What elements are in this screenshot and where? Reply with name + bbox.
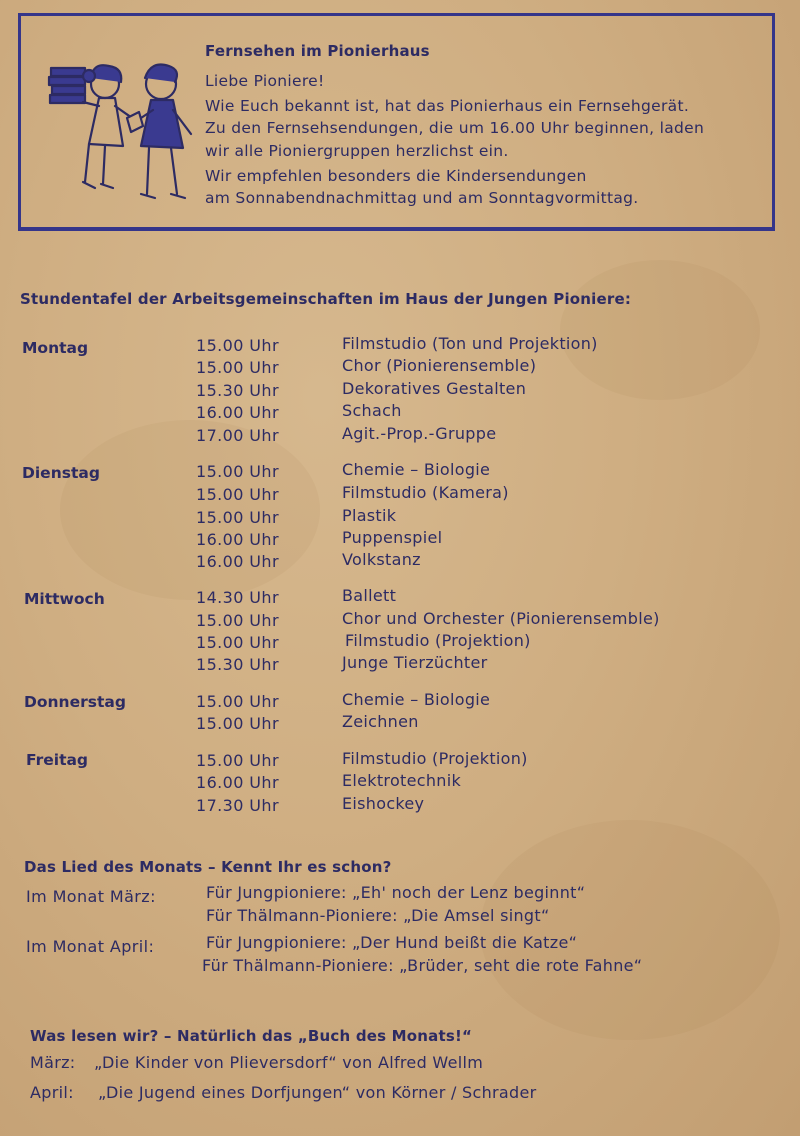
schedule-activity: Chemie – Biologie — [342, 690, 491, 709]
schedule-activity: Chor (Pionierensemble) — [342, 356, 537, 375]
tv-notice-box — [18, 13, 775, 231]
schedule-time: 17.00 Uhr — [196, 426, 279, 445]
notice-line: Liebe Pioniere! — [205, 72, 325, 90]
schedule-time: 15.00 Uhr — [196, 714, 279, 733]
schedule-time: 15.30 Uhr — [196, 381, 279, 400]
notice-title: Fernsehen im Pionierhaus — [205, 42, 430, 60]
schedule-activity: Puppenspiel — [342, 528, 443, 547]
song-line: Für Jungpioniere: „Eh' noch der Lenz beginnt“ — [206, 883, 586, 902]
schedule-time: 15.00 Uhr — [196, 633, 279, 652]
schedule-time: 15.00 Uhr — [196, 485, 279, 504]
notice-line: Zu den Fernsehsendungen, die um 16.00 Uhr beginnen, laden — [205, 119, 705, 137]
day-label: Dienstag — [22, 464, 100, 482]
schedule-activity: Filmstudio (Ton und Projektion) — [342, 334, 598, 353]
books-heading: Was lesen wir? – Natürlich das „Buch des Monats!“ — [30, 1027, 473, 1045]
children-reading-illustration — [43, 54, 213, 214]
schedule-activity: Filmstudio (Projektion) — [342, 749, 528, 768]
book-text: „Die Kinder von Plieversdorf“ von Alfred Wellm — [94, 1053, 484, 1072]
schedule-heading: Stundentafel der Arbeitsgemeinschaften im Haus der Jungen Pioniere: — [20, 290, 632, 308]
schedule-time: 15.00 Uhr — [196, 692, 279, 711]
day-label: Mittwoch — [24, 590, 105, 608]
paper-stain — [480, 820, 780, 1040]
book-label: April: — [30, 1083, 74, 1102]
schedule-activity: Volkstanz — [342, 550, 421, 569]
schedule-time: 16.00 Uhr — [196, 530, 279, 549]
book-text: „Die Jugend eines Dorfjungen“ von Körner / Schrader — [98, 1083, 537, 1102]
day-label: Freitag — [26, 751, 89, 769]
day-label: Montag — [22, 339, 89, 357]
schedule-time: 15.00 Uhr — [196, 358, 279, 377]
notice-line: Wir empfehlen besonders die Kindersendungen — [205, 167, 587, 185]
schedule-activity: Ballett — [342, 586, 397, 605]
schedule-activity: Agit.-Prop.-Gruppe — [342, 424, 497, 443]
song-line: Für Thälmann-Pioniere: „Brüder, seht die rote Fahne“ — [202, 956, 643, 975]
schedule-time: 15.00 Uhr — [196, 611, 279, 630]
schedule-activity: Filmstudio (Projektion) — [345, 631, 531, 650]
schedule-time: 16.00 Uhr — [196, 773, 279, 792]
schedule-time: 17.30 Uhr — [196, 796, 279, 815]
schedule-time: 16.00 Uhr — [196, 552, 279, 571]
schedule-activity: Filmstudio (Kamera) — [342, 483, 509, 502]
schedule-time: 15.00 Uhr — [196, 751, 279, 770]
songs-heading: Das Lied des Monats – Kennt Ihr es schon? — [24, 858, 392, 876]
notice-line: Wie Euch bekannt ist, hat das Pionierhaus ein Fernsehgerät. — [205, 97, 690, 115]
schedule-activity: Chor und Orchester (Pionierensemble) — [342, 609, 660, 628]
paper-stain — [60, 420, 320, 600]
schedule-activity: Chemie – Biologie — [342, 460, 491, 479]
schedule-time: 15.00 Uhr — [196, 462, 279, 481]
schedule-time: 15.30 Uhr — [196, 655, 279, 674]
schedule-time: 15.00 Uhr — [196, 508, 279, 527]
schedule-activity: Dekoratives Gestalten — [342, 379, 527, 398]
song-line: Für Thälmann-Pioniere: „Die Amsel singt“ — [206, 906, 550, 925]
schedule-time: 14.30 Uhr — [196, 588, 279, 607]
song-month-label: Im Monat April: — [26, 937, 155, 956]
schedule-activity: Junge Tierzüchter — [342, 653, 488, 672]
schedule-activity: Eishockey — [342, 794, 425, 813]
song-month-label: Im Monat März: — [26, 887, 156, 906]
day-label: Donnerstag — [24, 693, 126, 711]
schedule-activity: Schach — [342, 401, 402, 420]
book-label: März: — [30, 1053, 76, 1072]
paper-stain — [560, 260, 760, 400]
notice-line: wir alle Pioniergruppen herzlichst ein. — [205, 142, 509, 160]
song-line: Für Jungpioniere: „Der Hund beißt die Katze“ — [206, 933, 578, 952]
schedule-activity: Zeichnen — [342, 712, 419, 731]
schedule-time: 15.00 Uhr — [196, 336, 279, 355]
schedule-activity: Plastik — [342, 506, 397, 525]
schedule-activity: Elektrotechnik — [342, 771, 462, 790]
schedule-time: 16.00 Uhr — [196, 403, 279, 422]
notice-line: am Sonnabendnachmittag und am Sonntagvormittag. — [205, 189, 639, 207]
